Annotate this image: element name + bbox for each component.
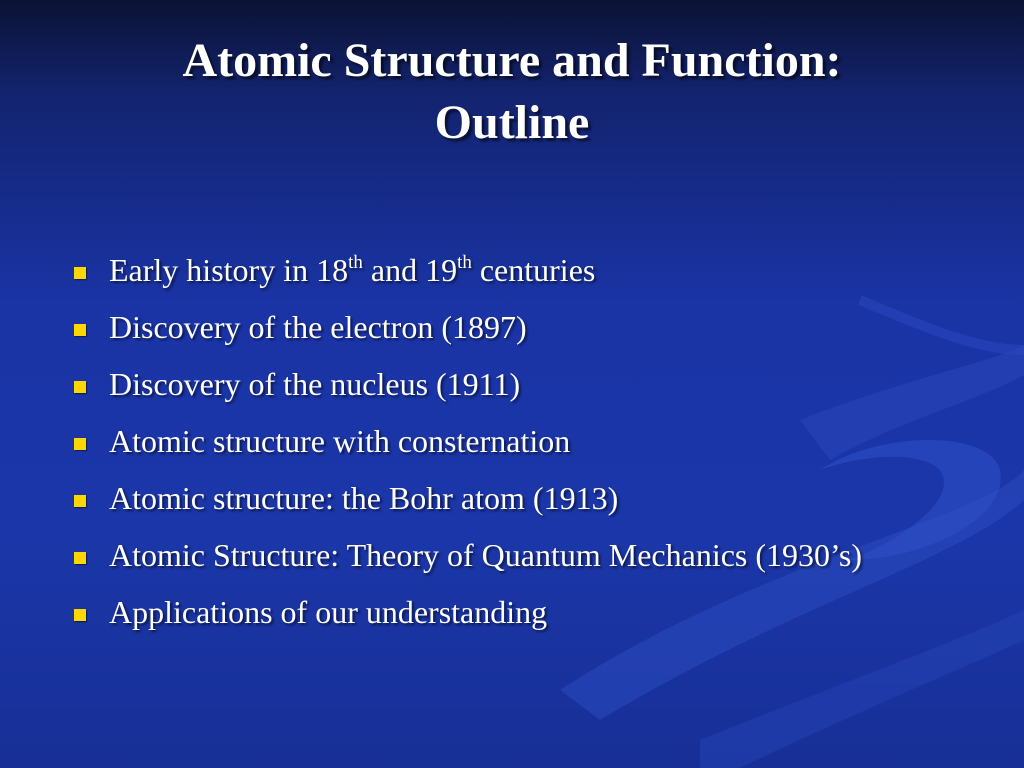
bullet-item	[70, 366, 930, 403]
square-bullet-icon	[74, 324, 86, 336]
slide-title	[0, 30, 1024, 154]
bullet-item	[70, 309, 930, 346]
title-line-1: Atomic Structure and Function:	[182, 34, 842, 87]
square-bullet-icon	[74, 438, 86, 450]
bullet-text: Atomic structure: the Bohr atom (1913)	[109, 480, 619, 516]
square-bullet-icon	[74, 609, 86, 621]
title-line-2: Outline	[434, 96, 590, 149]
bullet-text: Discovery of the electron (1897)	[109, 309, 527, 345]
bullet-text-part: and 19	[362, 252, 458, 288]
bullet-text-part: centuries	[471, 252, 596, 288]
superscript: th	[348, 252, 363, 273]
bullet-text: Discovery of the nucleus (1911)	[109, 366, 521, 402]
square-bullet-icon	[74, 267, 86, 279]
square-bullet-icon	[74, 552, 86, 564]
square-bullet-icon	[74, 495, 86, 507]
bullet-text: Atomic structure with consternation	[109, 423, 571, 459]
bullet-text: Atomic Structure: Theory of Quantum Mechanics (1930’s)	[109, 537, 863, 573]
outline-bullet-list	[70, 252, 930, 651]
bullet-item	[70, 594, 930, 631]
bullet-item	[70, 423, 930, 460]
superscript: th	[457, 252, 472, 273]
bullet-item	[70, 252, 930, 289]
bullet-item	[70, 480, 930, 517]
bullet-item	[70, 537, 930, 574]
bullet-text-part: Early history in 18	[109, 252, 349, 288]
square-bullet-icon	[74, 381, 86, 393]
bullet-text: Applications of our understanding	[109, 594, 548, 630]
